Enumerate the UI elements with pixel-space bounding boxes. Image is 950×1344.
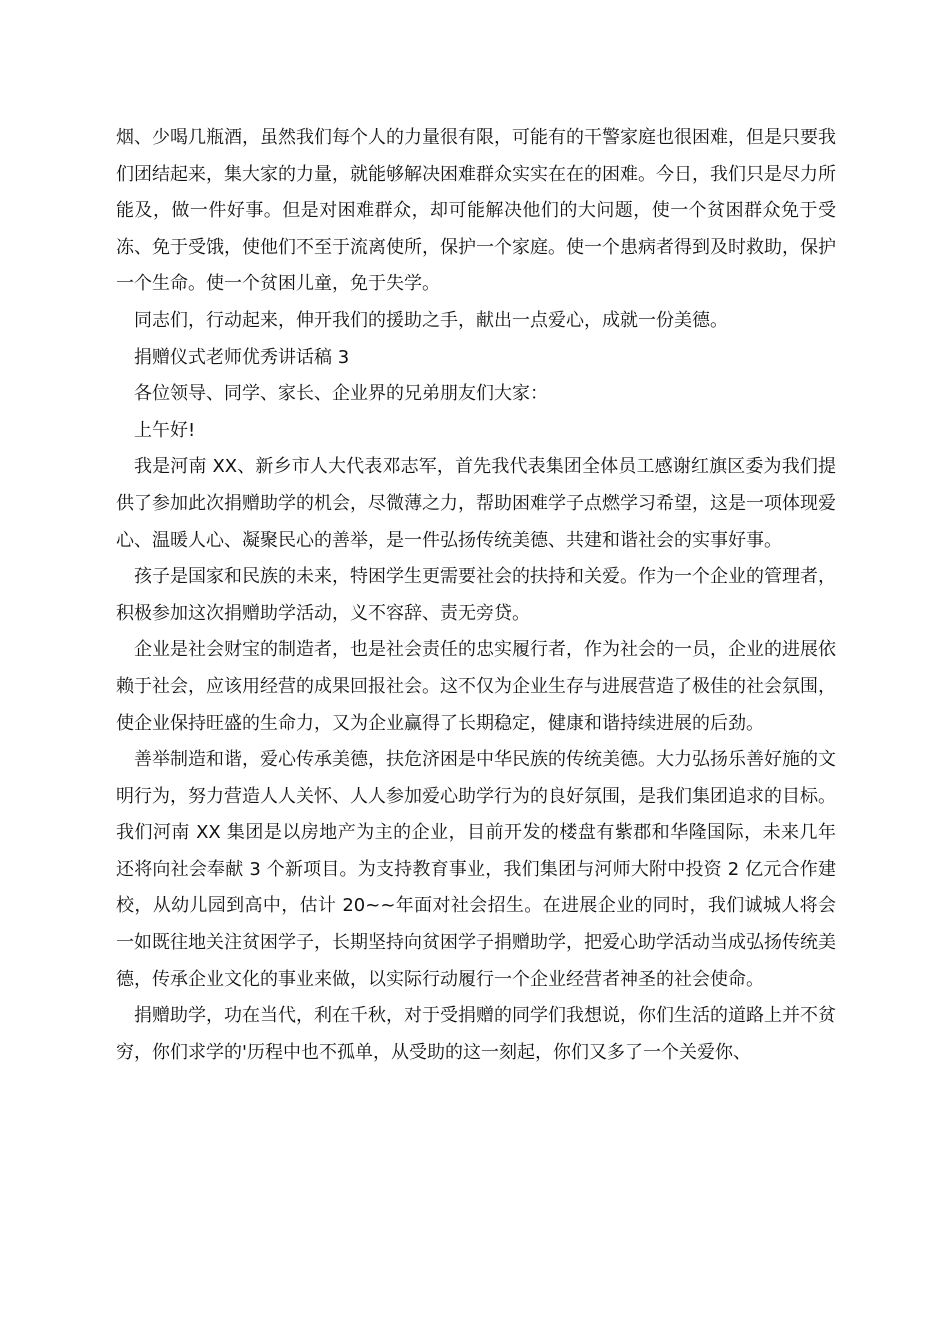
paragraph-2: 同志们，行动起来，伸开我们的援助之手，献出一点爱心，成就一份美德。 <box>134 309 728 331</box>
section-heading: 捐赠仪式老师优秀讲话稿 3 <box>134 346 350 368</box>
paragraph-1: 烟、少喝几瓶酒，虽然我们每个人的力量很有限，可能有的干警家庭也很困难，但是只要我们团结起来，集大家的力量，就能够解决困难群众实实在在的困难。今日，我们只是尽力所能及，做一件好事。但是对困难群众，却可能解决他们的大问题，使一个贫困群众免于受冻、免于受饿，使他们不至于流离使所，保护一个家庭。使一个患病者得到及时救助，保护一个生命。使一个贫困儿童，免于失学。 <box>116 127 836 295</box>
paragraph-9: 善举制造和谐，爱心传承美德，扶危济困是中华民族的传统美德。大力弘扬乐善好施的文明行为，努力营造人人关怀、人人参加爱心助学行为的良好氛围，是我们集团追求的目标。我们河南 XX 集团是以房地产为主的企业，目前开发的楼盘有紫郡和华隆国际，未来几年还将向社会奉献 3 个新项目。为支持教育事业，我们集团与河师大附中投资 2 亿元合作建校，从幼儿园到高中，估计 20~~年面对社会招生。在进展企业的同时，我们诚城人将会一如既往地关注贫困学子，长期坚持向贫困学子捐赠助学，把爱心助学活动当成弘扬传统美德，传承企业文化的事业来做，以实际行动履行一个企业经营者神圣的社会使命。 <box>116 749 836 990</box>
paragraph-10: 捐赠助学，功在当代，利在千秋，对于受捐赠的同学们我想说，你们生活的道路上并不贫穷，你们求学的'历程中也不孤单，从受助的这一刻起，你们又多了一个关爱你、 <box>116 1005 836 1063</box>
salutation: 各位领导、同学、家长、企业界的兄弟朋友们大家： <box>134 383 548 405</box>
paragraph-6: 我是河南 XX、新乡市人大代表邓志军，首先我代表集团全体员工感谢红旗区委为我们提供了参加此次捐赠助学的机会，尽微薄之力，帮助困难学子点燃学习希望，这是一项体现爱心、温暖人心、凝聚民心的善举，是一件弘扬传统美德、共建和谐社会的实事好事。 <box>116 456 836 551</box>
paragraph-8: 企业是社会财宝的制造者，也是社会责任的忠实履行者，作为社会的一员，企业的进展依赖于社会，应该用经营的成果回报社会。这不仅为企业生存与进展营造了极佳的社会氛围，使企业保持旺盛的生命力，又为企业赢得了长期稳定，健康和谐持续进展的后劲。 <box>116 639 836 734</box>
greeting: 上午好! <box>134 419 196 441</box>
document-body <box>116 120 836 1071</box>
paragraph-7: 孩子是国家和民族的未来，特困学生更需要社会的扶持和关爱。作为一个企业的管理者，积极参加这次捐赠助学活动，义不容辞、责无旁贷。 <box>116 566 836 624</box>
